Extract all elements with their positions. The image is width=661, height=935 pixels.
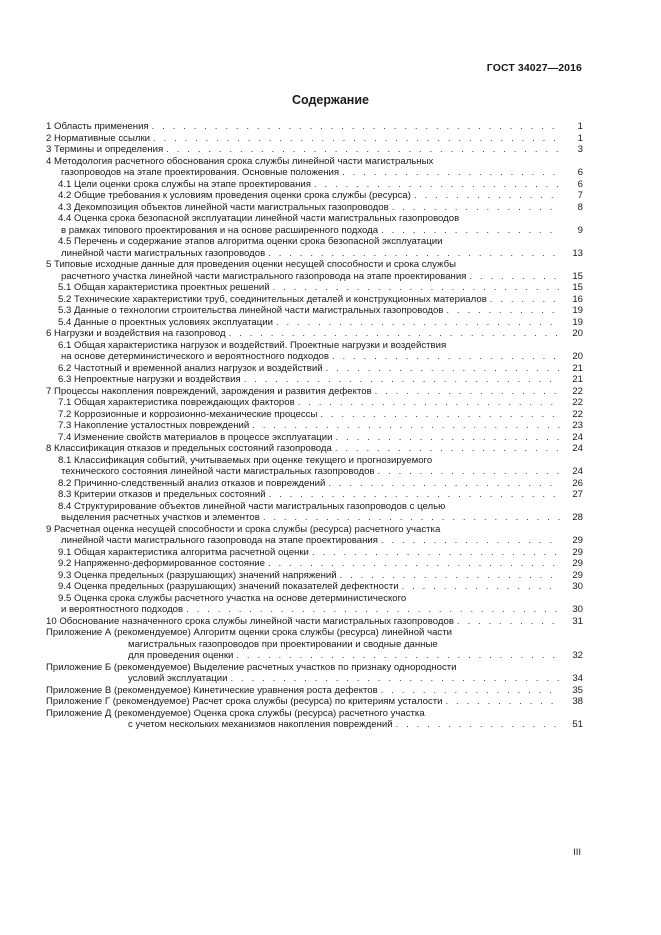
toc-entry[interactable] — [46, 558, 583, 570]
toc-entry-title: на основе детерминистического и вероятностного подходов — [61, 351, 332, 363]
toc-entry-title: технического состояния линейной части магистральных газопроводов — [61, 466, 378, 478]
toc-entry[interactable] — [46, 524, 583, 547]
toc-entry-title: Приложение В (рекомендуемое) Кинетические уравнения роста дефектов — [46, 685, 381, 697]
toc-entry[interactable] — [46, 593, 583, 616]
toc-entry[interactable] — [46, 328, 583, 340]
dot-leader — [268, 248, 560, 260]
dot-leader — [326, 363, 560, 375]
toc-page-number: 24 — [572, 443, 583, 454]
toc-entry[interactable] — [46, 455, 583, 478]
dot-leader — [402, 581, 560, 593]
dot-leader — [469, 271, 560, 283]
document-code: ГОСТ 34027—2016 — [486, 62, 582, 74]
dot-leader — [335, 443, 560, 455]
toc-entry[interactable] — [46, 662, 583, 685]
toc-entry[interactable] — [46, 443, 583, 455]
dot-leader — [332, 351, 560, 363]
toc-entry-title: 6.3 Непроектные нагрузки и воздействия — [58, 374, 244, 386]
toc-entry-title: 4.1 Цели оценки срока службы на этапе проектирования — [58, 179, 314, 191]
toc-page-number: 24 — [572, 431, 583, 443]
dot-leader — [276, 317, 560, 329]
toc-entry[interactable] — [46, 259, 583, 282]
toc-entry-title: 4.5 Перечень и содержание этапов алгоритма оценки срока безопасной эксплуатации — [58, 236, 443, 247]
dot-leader — [381, 535, 560, 547]
toc-entry[interactable] — [46, 213, 583, 236]
toc-page-number: 21 — [572, 362, 583, 374]
toc-entry-title: 8.3 Критерии отказов и предельных состояний — [58, 489, 269, 501]
toc-entry-title: 5.1 Общая характеристика проектных решений — [58, 282, 273, 294]
toc-page-number: 29 — [572, 558, 583, 569]
dot-leader — [153, 133, 560, 145]
toc-page-number: 9 — [577, 224, 583, 236]
dot-leader — [340, 570, 560, 582]
toc-entry-title: выделения расчетных участков и элементов — [61, 512, 263, 524]
toc-entry[interactable] — [46, 547, 583, 559]
toc-page-number: 20 — [572, 351, 583, 362]
toc-entry-title: с учетом нескольких механизмов накопления повреждений — [128, 719, 396, 731]
toc-entry-title: 7 Процессы накопления повреждений, зарождения и развития дефектов — [46, 386, 375, 398]
table-of-contents — [46, 121, 583, 731]
dot-leader — [396, 719, 560, 731]
toc-page-number: 30 — [572, 581, 583, 592]
dot-leader — [457, 616, 560, 628]
toc-entry-title: и вероятностного подходов — [61, 604, 186, 616]
toc-page-number: 29 — [572, 569, 583, 581]
dot-leader — [268, 558, 560, 570]
toc-entry-title: 9.1 Общая характеристика алгоритма расчетной оценки — [58, 547, 312, 559]
toc-entry-title: 7.1 Общая характеристика повреждающих факторов — [58, 397, 298, 409]
toc-page-number: 29 — [572, 535, 583, 546]
toc-page-number: 15 — [572, 282, 583, 293]
toc-entry[interactable] — [46, 616, 583, 628]
toc-entry-title: 5 Типовые исходные данные для проведения оценки несущей способности и срока службы — [46, 259, 456, 270]
toc-entry-title: 5.4 Данные о проектных условиях эксплуатации — [58, 317, 276, 329]
toc-entry[interactable] — [46, 133, 583, 145]
toc-page-number: 8 — [577, 201, 583, 213]
toc-entry-title: 7.2 Коррозионные и коррозионно-механические процессы — [58, 409, 320, 421]
toc-entry[interactable] — [46, 432, 583, 444]
toc-entry-title: Приложение Д (рекомендуемое) Оценка срока службы (ресурса) расчетного участка — [46, 707, 425, 719]
page-number: III — [573, 847, 581, 858]
toc-page-number: 6 — [577, 178, 583, 190]
dot-leader — [445, 696, 560, 708]
toc-entry-title: 9.2 Напряженно-деформированное состояние — [58, 558, 268, 570]
toc-page-number: 51 — [572, 719, 583, 730]
toc-page-number: 26 — [572, 477, 583, 489]
toc-entry-title: магистральных газопроводов при проектировании и сводные данные — [128, 638, 438, 650]
toc-page-number: 22 — [572, 385, 583, 397]
toc-page-number: 31 — [572, 615, 583, 627]
toc-page-number: 38 — [572, 696, 583, 707]
dot-leader — [186, 604, 560, 616]
toc-entry-title: 8.1 Классификация событий, учитываемых при оценке текущего и прогнозируемого — [58, 454, 433, 466]
toc-entry-title: 1 Область применения — [46, 121, 152, 133]
toc-entry-title: расчетного участка линейной части магистрального газопровода на этапе проектирования — [61, 271, 469, 283]
dot-leader — [166, 144, 560, 156]
toc-entry-title: 5.2 Технические характеристики труб, соединительных деталей и конструкционных материалов — [58, 294, 490, 306]
toc-entry[interactable] — [46, 121, 583, 133]
dot-leader — [414, 190, 560, 202]
toc-page-number: 28 — [572, 512, 583, 523]
dot-leader — [328, 478, 560, 490]
toc-page-number: 24 — [572, 466, 583, 477]
dot-leader — [298, 397, 560, 409]
toc-entry-title: 8.2 Причинно-следственный анализ отказов и повреждений — [58, 478, 328, 490]
toc-page-number: 15 — [572, 270, 583, 282]
toc-page-number: 6 — [577, 167, 583, 178]
toc-page-number: 13 — [572, 247, 583, 259]
toc-page-number: 22 — [572, 397, 583, 408]
toc-entry[interactable] — [46, 202, 583, 214]
toc-page-number: 22 — [572, 408, 583, 420]
toc-entry[interactable] — [46, 294, 583, 306]
toc-entry[interactable] — [46, 236, 583, 259]
toc-entry-title: условий эксплуатации — [128, 673, 230, 685]
toc-entry[interactable] — [46, 282, 583, 294]
toc-page-number: 3 — [577, 144, 583, 155]
toc-entry[interactable] — [46, 374, 583, 386]
dot-leader — [229, 328, 560, 340]
toc-entry-title: 6 Нагрузки и воздействия на газопровод — [46, 328, 229, 340]
dot-leader — [230, 673, 560, 685]
dot-leader — [312, 547, 560, 559]
toc-entry[interactable] — [46, 179, 583, 191]
toc-entry[interactable] — [46, 696, 583, 708]
toc-page-number: 32 — [572, 650, 583, 661]
toc-page-number: 1 — [577, 121, 583, 132]
toc-entry[interactable] — [46, 190, 583, 202]
toc-entry-title: газопроводов на этапе проектирования. Основные положения — [61, 167, 342, 179]
toc-entry-title: 4.3 Декомпозиция объектов линейной части магистральных газопроводов — [58, 202, 392, 214]
dot-leader — [342, 167, 560, 179]
toc-entry[interactable] — [46, 397, 583, 409]
toc-entry-title: 5.3 Данные о технологии строительства линейной части магистральных газопроводов — [58, 305, 446, 317]
toc-entry-title: 6.1 Общая характеристика нагрузок и воздействий. Проектные нагрузки и воздействия — [58, 339, 447, 351]
toc-entry[interactable] — [46, 144, 583, 156]
dot-leader — [252, 420, 560, 432]
toc-page-number: 21 — [572, 374, 583, 385]
toc-entry[interactable] — [46, 708, 583, 731]
dot-leader — [273, 282, 560, 294]
dot-leader — [378, 466, 560, 478]
dot-leader — [381, 685, 560, 697]
dot-leader — [375, 386, 560, 398]
dot-leader — [490, 294, 560, 306]
toc-page-number: 1 — [577, 132, 583, 144]
toc-entry[interactable] — [46, 363, 583, 375]
toc-page-number: 35 — [572, 684, 583, 696]
toc-page-number: 19 — [572, 316, 583, 328]
toc-entry-title: 7.4 Изменение свойств материалов в процессе эксплуатации — [58, 432, 336, 444]
toc-entry-title: 7.3 Накопление усталостных повреждений — [58, 420, 252, 432]
toc-entry-title: Приложение А (рекомендуемое) Алгоритм оценки срока службы (ресурса) линейной части — [46, 627, 452, 638]
toc-page-number: 30 — [572, 604, 583, 615]
toc-entry[interactable] — [46, 386, 583, 398]
toc-entry-title: Приложение Г (рекомендуемое) Расчет срока службы (ресурса) по критериям усталости — [46, 696, 445, 708]
toc-entry[interactable] — [46, 570, 583, 582]
toc-entry-title: линейной части магистрального газопровода на этапе проектирования — [61, 535, 381, 547]
toc-entry-title: Приложение Б (рекомендуемое) Выделение расчетных участков по признаку однородности — [46, 661, 457, 673]
toc-entry-title: 2 Нормативные ссылки — [46, 133, 153, 145]
toc-page-number: 20 — [572, 328, 583, 339]
toc-page-number: 7 — [577, 190, 583, 201]
toc-entry-title: 9.3 Оценка предельных (разрушающих) значений напряжений — [58, 570, 340, 582]
toc-entry-title: 9.5 Оценка срока службы расчетного участка на основе детерминистического — [58, 592, 407, 604]
toc-entry-title: 9 Расчетная оценка несущей способности и срока службы (ресурса) расчетного участка — [46, 523, 441, 535]
toc-page-number: 16 — [572, 293, 583, 305]
toc-page-number: 34 — [572, 673, 583, 684]
toc-entry[interactable] — [46, 305, 583, 317]
dot-leader — [314, 179, 560, 191]
dot-leader — [446, 305, 560, 317]
dot-leader — [244, 374, 560, 386]
toc-page-number: 29 — [572, 546, 583, 558]
toc-page-number: 19 — [572, 305, 583, 316]
toc-entry[interactable] — [46, 409, 583, 421]
toc-entry[interactable] — [46, 156, 583, 179]
toc-entry-title: 4.4 Оценка срока безопасной эксплуатации линейной части магистральных газопроводов — [58, 213, 460, 224]
toc-entry[interactable] — [46, 420, 583, 432]
dot-leader — [320, 409, 560, 421]
toc-entry-title: 3 Термины и определения — [46, 144, 166, 156]
toc-entry-title: 4.2 Общие требования к условиям проведения оценки срока службы (ресурса) — [58, 190, 414, 202]
toc-entry[interactable] — [46, 478, 583, 490]
dot-leader — [152, 121, 560, 133]
dot-leader — [381, 225, 560, 237]
toc-entry-title: для проведения оценки — [128, 650, 236, 662]
dot-leader — [392, 202, 560, 214]
toc-entry-title: 4 Методология расчетного обоснования срока службы линейной части магистральных — [46, 155, 434, 167]
toc-entry[interactable] — [46, 627, 583, 662]
page-title: Содержание — [291, 93, 369, 107]
toc-entry-title: 8.4 Структурирование объектов линейной части магистральных газопроводов с целью — [58, 500, 446, 512]
toc-entry-title: 6.2 Частотный и временной анализ нагрузок и воздействий — [58, 363, 326, 375]
toc-page-number: 23 — [572, 420, 583, 431]
toc-entry-title: в рамках типового проектирования и на основе расширенного подхода — [61, 225, 381, 237]
toc-entry[interactable] — [46, 581, 583, 593]
dot-leader — [263, 512, 560, 524]
toc-entry-title: линейной части магистральных газопроводов — [61, 248, 268, 260]
dot-leader — [336, 432, 560, 444]
toc-entry[interactable] — [46, 685, 583, 697]
toc-entry[interactable] — [46, 501, 583, 524]
toc-entry[interactable] — [46, 317, 583, 329]
toc-entry[interactable] — [46, 489, 583, 501]
toc-entry-title: 9.4 Оценка предельных (разрушающих) значений показателей дефектности — [58, 581, 402, 593]
toc-entry[interactable] — [46, 340, 583, 363]
toc-page-number: 27 — [572, 489, 583, 500]
toc-entry-title: 10 Обоснование назначенного срока службы линейной части магистральных газопроводов — [46, 616, 457, 628]
dot-leader — [236, 650, 560, 662]
toc-entry-title: 8 Классификация отказов и предельных состояний газопровода — [46, 443, 335, 455]
dot-leader — [269, 489, 560, 501]
